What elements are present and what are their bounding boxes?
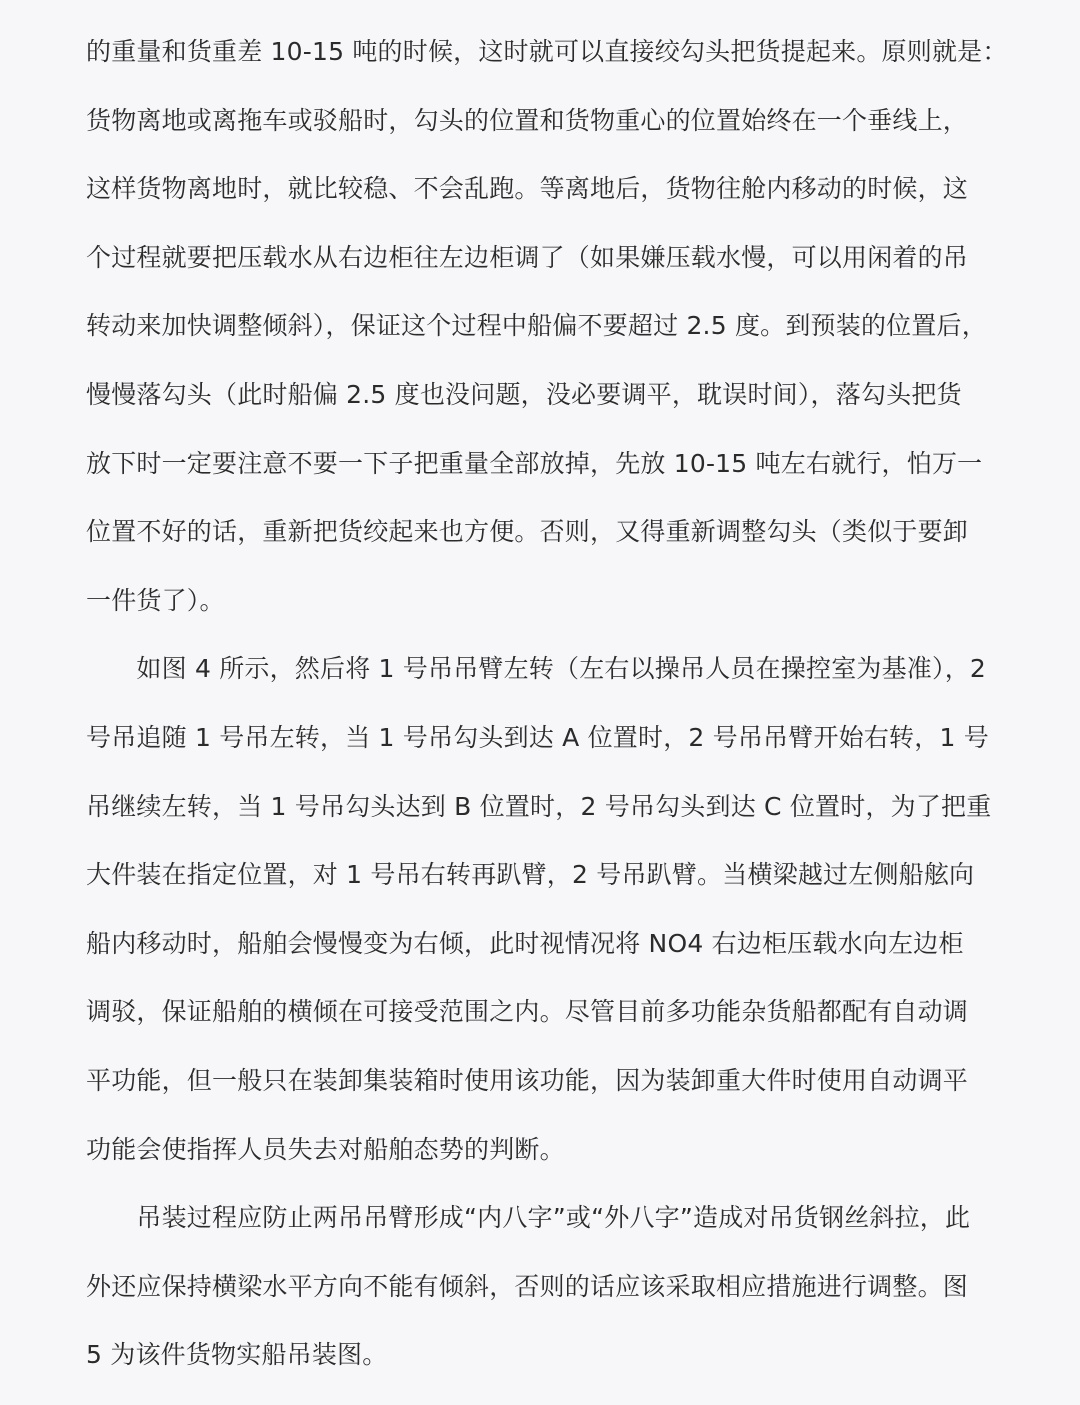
text-line: 吊继续左转，当 1 号吊勾头达到 B 位置时，2 号吊勾头到达 C 位置时，为了把重 [86, 791, 992, 821]
text-line: 吊装过程应防止两吊吊臂形成“内八字”或“外八字”造成对吊货钢丝斜拉，此 [86, 1203, 971, 1233]
paragraph-1 [86, 18, 1008, 635]
text-line: 这样货物离地时，就比较稳、不会乱跑。等离地后，货物往舱内移动的时候，这 [86, 174, 969, 204]
text-line: 位置不好的话，重新把货绞起来也方便。否则，又得重新调整勾头（类似于要卸 [86, 517, 969, 547]
paragraph-3 [86, 1184, 1002, 1390]
text-line: 功能会使指挥人员失去对船舶态势的判断。 [86, 1134, 565, 1164]
text-line: 如图 4 所示，然后将 1 号吊吊臂左转（左右以操吊人员在操控室为基准），2 [86, 654, 987, 684]
text-line: 的重量和货重差 10-15 吨的时候，这时就可以直接绞勾头把货提起来。原则就是： [86, 37, 1008, 66]
text-line: 放下时一定要注意不要一下子把重量全部放掉，先放 10-15 吨左右就行，怕万一 [86, 448, 983, 478]
text-line: 平功能，但一般只在装卸集装箱时使用该功能，因为装卸重大件时使用自动调平 [86, 1065, 969, 1095]
text-line: 号吊追随 1 号吊左转，当 1 号吊勾头到达 A 位置时，2 号吊吊臂开始右转，1 号 [86, 722, 989, 752]
text-line: 5 为该件货物实船吊装图。 [86, 1340, 388, 1370]
paragraph-2 [86, 635, 1002, 1184]
text-line: 慢慢落勾头（此时船偏 2.5 度也没问题，没必要调平，耽误时间），落勾头把货 [86, 379, 962, 409]
text-line: 货物离地或离拖车或驳船时，勾头的位置和货物重心的位置始终在一个垂线上， [86, 105, 969, 135]
text-line: 外还应保持横梁水平方向不能有倾斜，否则的话应该采取相应措施进行调整。图 [86, 1271, 969, 1301]
text-line: 大件装在指定位置，对 1 号吊右转再趴臂，2 号吊趴臂。当横梁越过左侧船舷向 [86, 860, 975, 890]
text-line: 调驳，保证船舶的横倾在可接受范围之内。尽管目前多功能杂货船都配有自动调 [86, 997, 969, 1027]
text-line: 个过程就要把压载水从右边柜往左边柜调了（如果嫌压载水慢，可以用闲着的吊 [86, 242, 969, 272]
text-line: 一件货了）。 [86, 585, 225, 615]
text-line: 转动来加快调整倾斜），保证这个过程中船偏不要超过 2.5 度。到预装的位置后， [86, 311, 987, 341]
text-line: 船内移动时，船舶会慢慢变为右倾，此时视情况将 NO4 右边柜压载水向左边柜 [86, 928, 964, 958]
